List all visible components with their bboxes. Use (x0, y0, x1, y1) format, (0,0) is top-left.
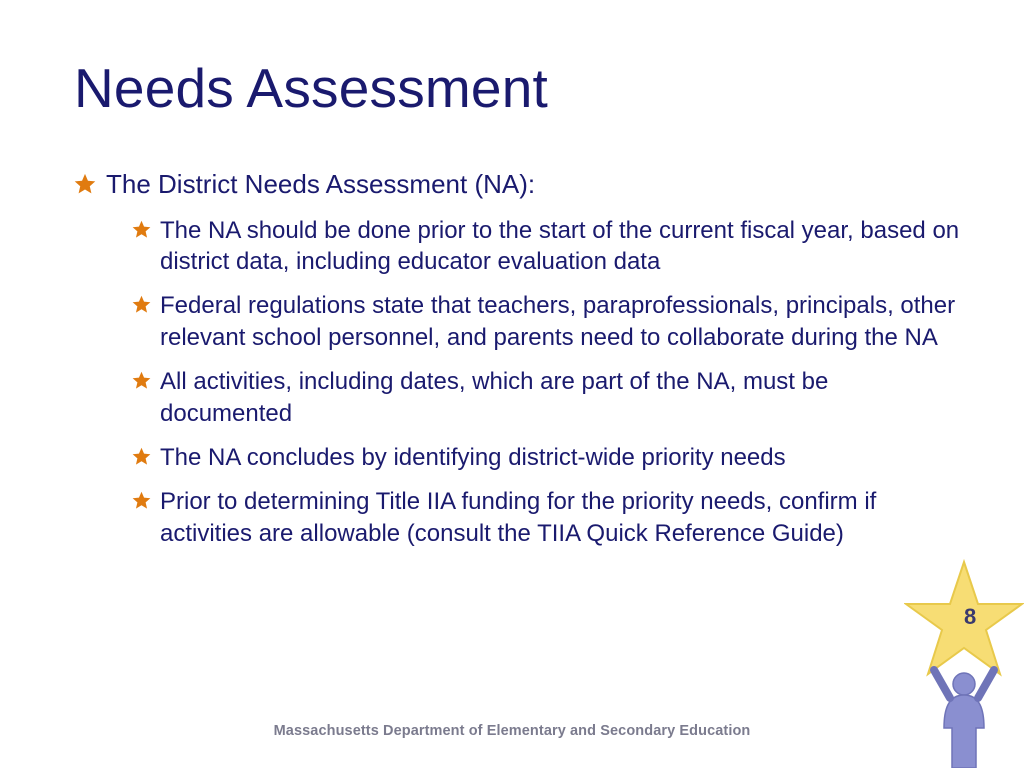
star-bullet-icon (132, 491, 151, 510)
list-item-level2-label: The NA concludes by identifying district-wide priority needs (160, 443, 786, 471)
star-bullet-icon (132, 295, 151, 314)
slide-footer: Massachusetts Department of Elementary and Secondary Education (273, 723, 751, 739)
star-bullet-icon (132, 371, 151, 390)
page-number: 8 (964, 604, 977, 629)
list-item-level2 (132, 215, 964, 279)
list-item-level2 (132, 290, 964, 354)
list-item-level1-label: The District Needs Assessment (NA): (106, 169, 536, 199)
list-item-level2-label: Prior to determining Title IIA funding for the priority needs, confirm if activities are allowable (consult the TIIA Quick Reference Guide) (160, 487, 877, 547)
list-item-level2 (132, 366, 964, 430)
list-item-level1 (74, 168, 964, 201)
page-title: Needs Assessment (74, 57, 548, 119)
star-bullet-icon (132, 447, 151, 466)
star-bullet-icon (132, 220, 151, 239)
list-item-level2-label: Federal regulations state that teachers, paraprofessionals, principals, other relevant school personnel, and parents need to collaborate during the NA (160, 292, 956, 352)
list-item-level2 (132, 442, 964, 474)
list-item-level2-label: The NA should be done prior to the start of the current fiscal year, based on district data, including educator evaluation data (160, 216, 960, 276)
sub-list (132, 215, 964, 550)
list-item-level2-label: All activities, including dates, which are part of the NA, must be documented (160, 368, 829, 428)
list-item-level2 (132, 486, 964, 550)
slide-body (74, 168, 964, 562)
star-bullet-icon (74, 173, 96, 195)
